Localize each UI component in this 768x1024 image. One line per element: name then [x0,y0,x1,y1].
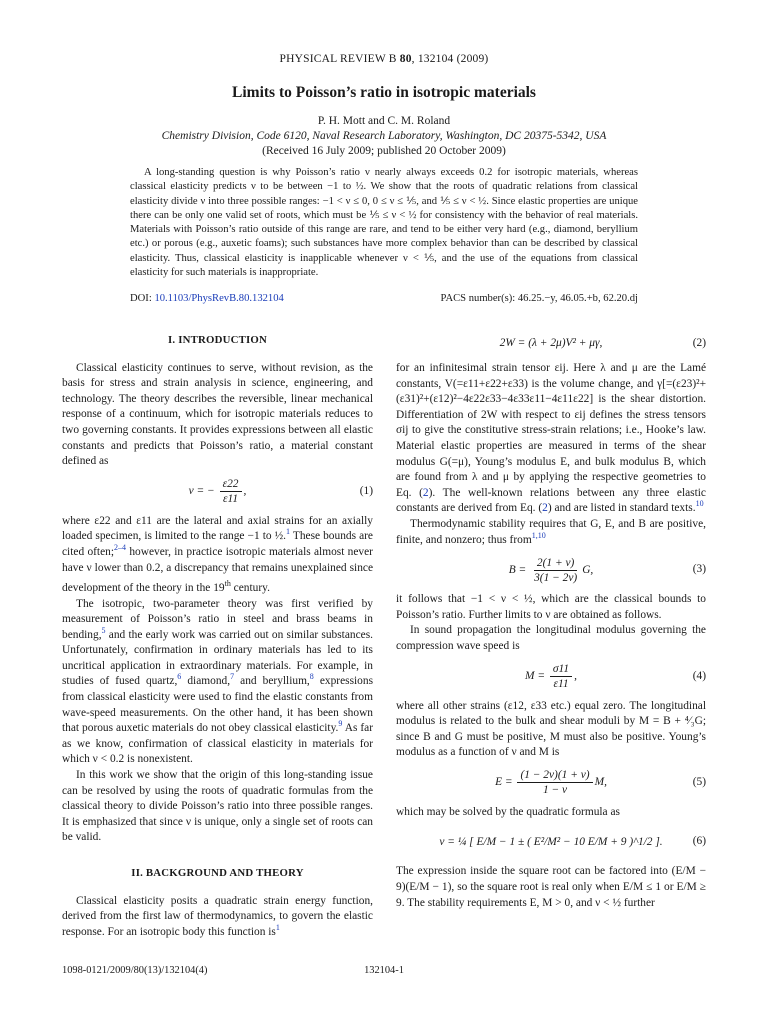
citation-9[interactable]: 9 [338,719,343,729]
eq2-body: 2W = (λ + 2μ)V² + μγ, [499,337,603,350]
eq1-lhs: ν = − [188,485,215,498]
eq3-fraction [531,556,580,585]
eq3-numerator: 2(1 + ν) [534,556,577,571]
paragraph-intro-3: The isotropic, two-parameter theory was first verified by measurement of Poisson’s ratio in steel and brass beams in bending,$^5$ and the early work was carried out on similar substances. Unfortunately, confirmation in ordinary materials has led to its uncritical application in extraordinary materials. For example, in studies of fused quartz,$^6$ diamond,$^7$ and beryllium,$^8$ expressions from classical elasticity were used to find the elastic constants from wave-speed measurements. On the other hand, it has been shown that porous auxetic materials do not obey classical elasticity.$^9$ As far as we know, confirmation of classical elasticity in materials for which ν < 0.2 is nonexistent. [62,597,374,766]
left-column [62,333,373,940]
citation-7[interactable]: 7 [230,672,235,682]
eq5-fraction [517,768,592,797]
citation-1[interactable]: 1 [286,527,291,537]
eq4-denominator: ε11 [553,678,569,690]
paragraph-theory-1: for an infinitesimal strain tensor εij. Here λ and μ are the Lamé constants, V(=ε11+ε22+ε33) is the volume change, and γ[=(ε23)²+(ε31)²+(ε12)²−4ε22ε33−4ε33ε11−4ε11ε22] is the shear distortion. Differentiation of 2W with respect to εij defines the stress tensors σij to give the constitutive stress-strain relations; i.e., Hooke’s law. Material elastic properties are measured in terms of the shear modulus G(=μ), Young’s modulus E, and bulk modulus B, which are found from λ and μ by applying the respective geometries to Eq. (2). The well-known relations between any three elastic constants are derived from Eq. (2) and are listed in standard texts.$^{10}$ [396,362,706,515]
eq3-denominator: 3(1 − 2ν) [534,571,578,584]
paragraph-theory-7: The expression inside the square root can be factored into (E/M − 9)(E/M − 1), so the square root is real only when E/M ≤ 1 or E/M ≥ 9. The stability requirements E, M > 0, and ν < ½ further [396,865,706,909]
eq3-number: (3) [692,563,706,576]
eqref-2[interactable]: 2 [422,486,429,499]
eq4-tail: , [574,670,577,683]
eq3-tail: G, [582,563,594,576]
paragraph-theory-5: where all other strains (ε12, ε33 etc.) equal zero. The longitudinal modulus is related to the bulk and shear moduli by M = B + ⁴⁄₃G; since B and G must be positive, M must also be positive. Young’s modulus as a function of ν and M is [396,699,706,759]
paragraph-theory-6: which may be solved by the quadratic formula as [396,805,620,818]
citation-10[interactable]: 10 [695,499,704,509]
journal-name: PHYSICAL REVIEW B [279,53,397,65]
authors: P. H. Mott and C. M. Roland [317,115,451,127]
eq3-lhs: B = [508,563,527,576]
eq4-numerator: σ11 [550,662,572,677]
equation-5 [396,761,706,805]
equation-2 [396,333,706,355]
paragraph-theory-4: In sound propagation the longitudinal modulus governing the compression wave speed is [396,624,706,652]
eq5-denominator: 1 − ν [542,784,568,797]
paragraph-background-1: Classical elasticity posits a quadratic strain energy function, derived from the first law of thermodynamics, to govern the elastic response. For an isotropic body this function is$^1$ [62,894,373,938]
eq5-tail: M, [594,776,607,789]
journal-article-page: 132104 (2009) [417,53,489,65]
citation-2-4[interactable]: 2–4 [114,543,127,553]
paragraph-intro-2: where ε22 and ε11 are the lateral and axial strains for an axially loaded specimen, is limited to the range −1 to ½.$^1$ These bounds are cited often;$^{2-4}$ however, in practice isotropic materials almost never have ν lower than 0.2, a discrepancy that remains unexplained since development of the theory in the 19th century. [62,514,373,594]
eq1-number: (1) [359,484,373,497]
eq5-lhs: E = [495,776,513,789]
equation-4 [396,655,706,699]
eq6-body: ν = ¼ [ E/M − 1 ± ( E²/M² − 10 E/M + 9 )^1/2 ]. [439,835,663,848]
affiliation: Chemistry Division, Code 6120, Naval Research Laboratory, Washington, DC 20375-5342, USA [161,130,607,142]
equation-3 [396,548,706,592]
equation-1 [62,470,373,514]
eq1-denominator: ε11 [223,493,239,506]
footer-page-number: 132104-1 [364,965,404,976]
doi-link[interactable]: 10.1103/PhysRevB.80.132104 [154,293,284,304]
eq5-numerator: (1 − 2ν)(1 + ν) [517,768,592,783]
paragraph-theory-3: it follows that −1 < ν < ½, which are the classical bounds to Poisson’s ratio. Further limits to ν are obtained as follows. [396,593,706,621]
abstract: A long-standing question is why Poisson’s ratio ν nearly always exceeds 0.2 for isotropic materials, whereas classical elasticity predicts ν to be between −1 to ½. We show that the roots of quadratic relations from classical elasticity divide ν into three possible ranges: −1 < ν ≤ 0, 0 ≤ ν ≤ ⅕, and ⅕ ≤ ν < ½. Since elastic properties are unique there can be only one valid set of roots, which must be ⅕ ≤ ν < ½ for consistency with the behavior of real materials. Materials with Poisson’s ratio outside of this range are rare, and tend to be either very hard (e.g., diamond, beryllium etc.) or porous (e.g., auxetic foams); such substances have more complex behavior than can be described by classical elasticity. Thus, classical elasticity is inapplicable whenever ν < ⅕, and the use of the equations from classical elasticity for such materials is inappropriate. [130,167,638,279]
citation-8[interactable]: 8 [309,672,314,682]
paper-title: Limits to Poisson’s ratio in isotropic materials [232,84,536,101]
eq4-number: (4) [692,669,706,682]
doi-label: DOI: [130,293,152,304]
eq1-numerator: ε22 [220,477,242,492]
section-introduction-heading: I. INTRODUCTION [168,334,267,346]
journal-header: PHYSICAL REVIEW B 80, 132104 (2009) [279,53,489,65]
section-background-heading: II. BACKGROUND AND THEORY [131,867,304,880]
equation-6 [396,820,706,864]
citation-1-10[interactable]: 1,10 [531,530,546,540]
eq5-number: (5) [692,776,706,789]
eqref-2b[interactable]: 2 [542,502,548,515]
doi [130,293,284,304]
pacs-numbers: PACS number(s): 46.25.−y, 46.05.+b, 62.20.dj [440,293,638,304]
paragraph-intro-4: In this work we show that the origin of this long-standing issue can be resolved by using the roots of quadratic formulas from the classical theory to divide Poisson’s ratio into three possible ranges. It is emphasized that since ν is unique, only a single set of roots can be valid. [62,769,373,844]
eq4-fraction [550,662,572,691]
citation-6[interactable]: 6 [177,672,182,682]
superscript-th: th [224,579,231,589]
paragraph-theory-2: Thermodynamic stability requires that G, E, and B are positive, finite, and nonzero; thus from$^{1,10}$ [396,517,706,546]
right-column [396,333,706,911]
paragraph-intro-1: Classical elasticity continues to serve, without revision, as the basis for stress and strain analysis in science, engineering, and technology. The theory describes the reversible, linear mechanical response of a continuum, which for isotropic materials reduces to two governing constants. It provides expressions between all elastic constants and predicts that Poisson’s ratio, a material constant defined as [62,361,373,468]
received-dates: (Received 16 July 2009; published 20 October 2009) [262,145,506,157]
eq6-number: (6) [692,835,706,848]
eq2-number: (2) [692,337,706,350]
citation-1b[interactable]: 1 [275,923,280,932]
citation-5[interactable]: 5 [101,625,106,635]
journal-volume: 80 [399,53,412,65]
footer-issn: 1098-0121/2009/80(13)/132104(4) [62,965,208,976]
eq1-fraction [220,477,242,506]
eq4-lhs: M = [525,670,546,683]
eq1-tail: , [243,485,247,498]
